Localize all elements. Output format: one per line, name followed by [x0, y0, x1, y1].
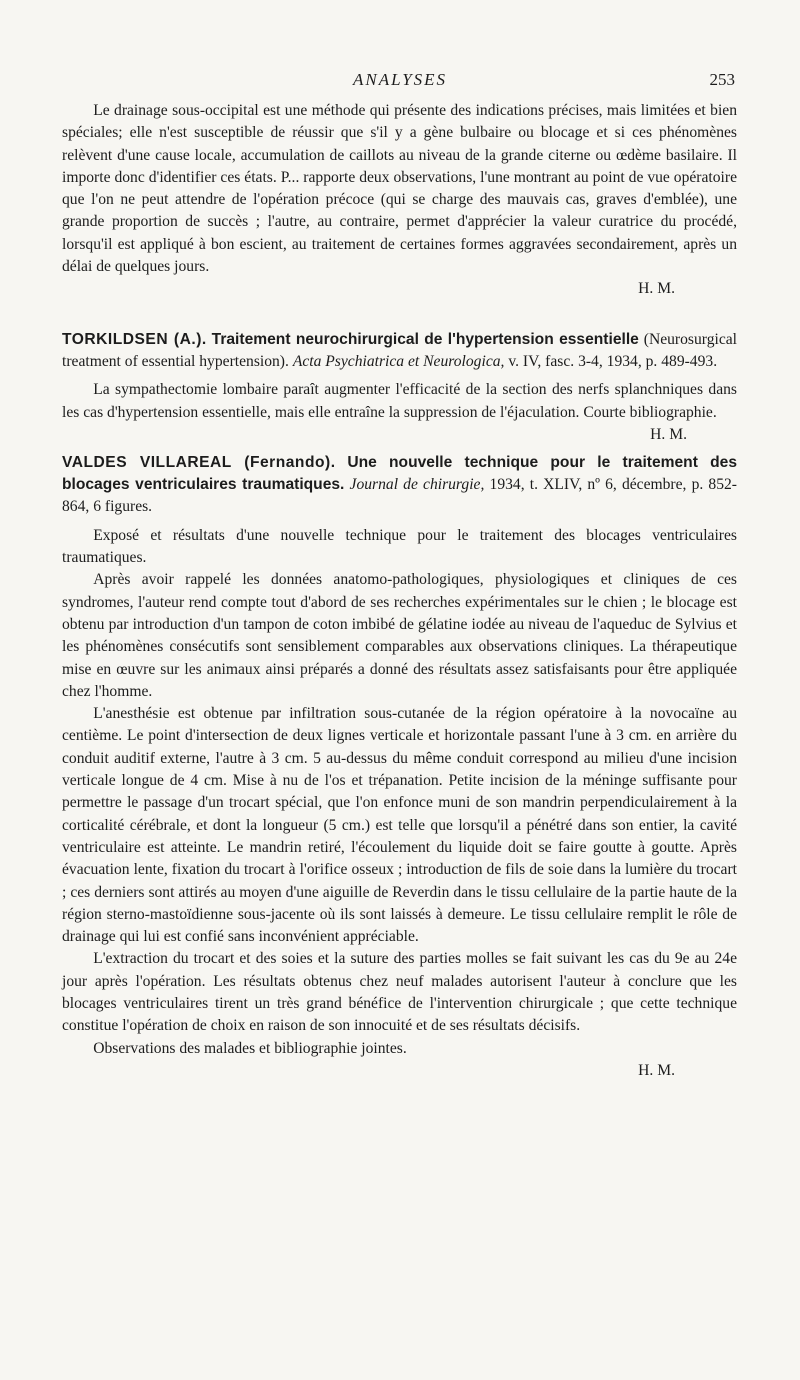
running-title: ANALYSES [352, 70, 448, 89]
article-title: Traitement neurochirurgical de l'hypertension essentielle [211, 330, 639, 348]
review-paragraph: Le drainage sous-occipital est une méthode qui présente des indications précises, mais limitées et bien spéciales; elle n'est susceptible de réussir que s'il y a gène bulbaire ou blocage et si ces phénomènes relèvent d'une cause locale, accumulation de caillots au niveau de la grande citerne ou œdème basilaire. Il importe donc d'identifier ces états. P... rapporte deux observations, l'une montrant au point de vue opératoire que l'on ne peut attendre de l'opération précoce (qui se charge des mauvais cas, graves d'emblée), une grande proportion de succès ; l'autre, au contraire, permet d'apprécier la valeur curatrice du procédé, lorsqu'il est appliqué à bon escient, au traitement de certaines formes aggravées secondairement, après un délai de quelques jours. [62, 102, 737, 276]
review-paragraph: Après avoir rappelé les données anatomo-pathologiques, physiologiques et cliniques de ces syndromes, l'auteur rend compte tout d'abord de ses recherches expérimentales sur le chien ; le blocage est obtenu par introduction d'un tampon de coton imbibé de gélatine iodée au niveau de l'aqueduc de Sylvius et les phénomènes consécutifs sont sensiblement comparables aux observations cliniques. La thérapeutique mise en œuvre sur les animaux ainsi préparés a donné des résultats assez satisfaisants pour être appliquée chez l'homme. [62, 571, 737, 700]
running-header [0, 70, 800, 94]
citation-heading [62, 329, 737, 374]
review-paragraph: L'anesthésie est obtenue par infiltration sous-cutanée de la région opératoire à la novocaïne au centième. Le point d'intersection de deux lignes verticale et horizontale passant l'une à 3 cm. en arrière du conduit auditif externe, l'autre à 3 cm. 5 au-dessus du même conduit correspond au milieu d'une incision verticale longue de 4 cm. Mise à nu de l'os et trépanation. Petite incision de la méninge suffisante pour permettre le passage d'un trocart spécial, que l'on enfonce muni de son mandrin perpendiculairement à la corticalité cérébrale, et dont la longueur (5 cm.) est telle que lorsqu'il a pénétré dans son entier, la cavité ventriculaire est atteinte. Le mandrin retiré, l'écoulement du liquide doit se faire goutte à goutte. Après évacuation lente, fixation du trocart à l'orifice osseux ; introduction de fils de soie dans la lumière du trocart ; ces derniers sont attirés au moyen d'une aiguille de Reverdin dans le tissu cellulaire de la partie haute de la région sterno-mastoïdienne sous-jacente où ils sont laissés à demeure. Le tissu cellulaire remplit le rôle de drainage qui lui est confié sans inconvénient appréciable. [62, 705, 737, 946]
review-entry-torkildsen [62, 329, 737, 443]
review-paragraph [62, 379, 737, 443]
page-number: 253 [709, 70, 735, 89]
review-paragraph: L'extraction du trocart et des soies et la suture des parties molles se fait suivant les cas du 9e au 24e jour après l'opération. Les résultats obtenus chez neuf malades autorisent l'auteur à conclure que les blocages ventriculaires tirent un très grand bénéfice de l'intervention chirurgicale ; que cette technique constitue l'opération de choix en raison de son innocuité et de ses résultats décisifs. [62, 950, 737, 1035]
citation-details: v. IV, fasc. 3-4, 1934, p. 489-493. [508, 352, 718, 370]
journal-name: Acta Psychiatrica et Neurologica, [292, 352, 505, 370]
reviewer-signature: H. M. [638, 1061, 675, 1079]
author-name: VALDES VILLAREAL (Fernando). [62, 453, 336, 471]
journal-name: Journal de chirurgie, [349, 476, 485, 494]
review-entry-valdes-villareal [62, 452, 737, 1082]
citation-heading [62, 452, 737, 519]
review-paragraph: Observations des malades et bibliographie jointes. [93, 1039, 407, 1057]
reviewer-signature: H. M. [638, 280, 675, 298]
review-entry-continued [62, 100, 737, 301]
page-body [62, 100, 737, 1082]
author-name: TORKILDSEN (A.). [62, 330, 207, 348]
article-title: Une nouvelle technique pour le traitement des blocages ventriculaires traumatiques. [62, 453, 738, 494]
citation-details: 1934, t. XLIV, nº 6, décembre, p. 852-864, 6 figures. [62, 476, 737, 516]
reviewer-signature: H. M. [650, 425, 687, 443]
article-title-english: (Neurosurgical treatment of essential hypertension). [62, 330, 737, 370]
review-text: La sympathectomie lombaire paraît augmenter l'efficacité de la section des nerfs splanchniques dans les cas d'hypertension essentielle, mais elle entraîne la suppression de l'éjaculation. Courte bibliographie. [62, 381, 737, 421]
review-paragraph: Exposé et résultats d'une nouvelle technique pour le traitement des blocages ventriculaires traumatiques. [62, 526, 737, 567]
